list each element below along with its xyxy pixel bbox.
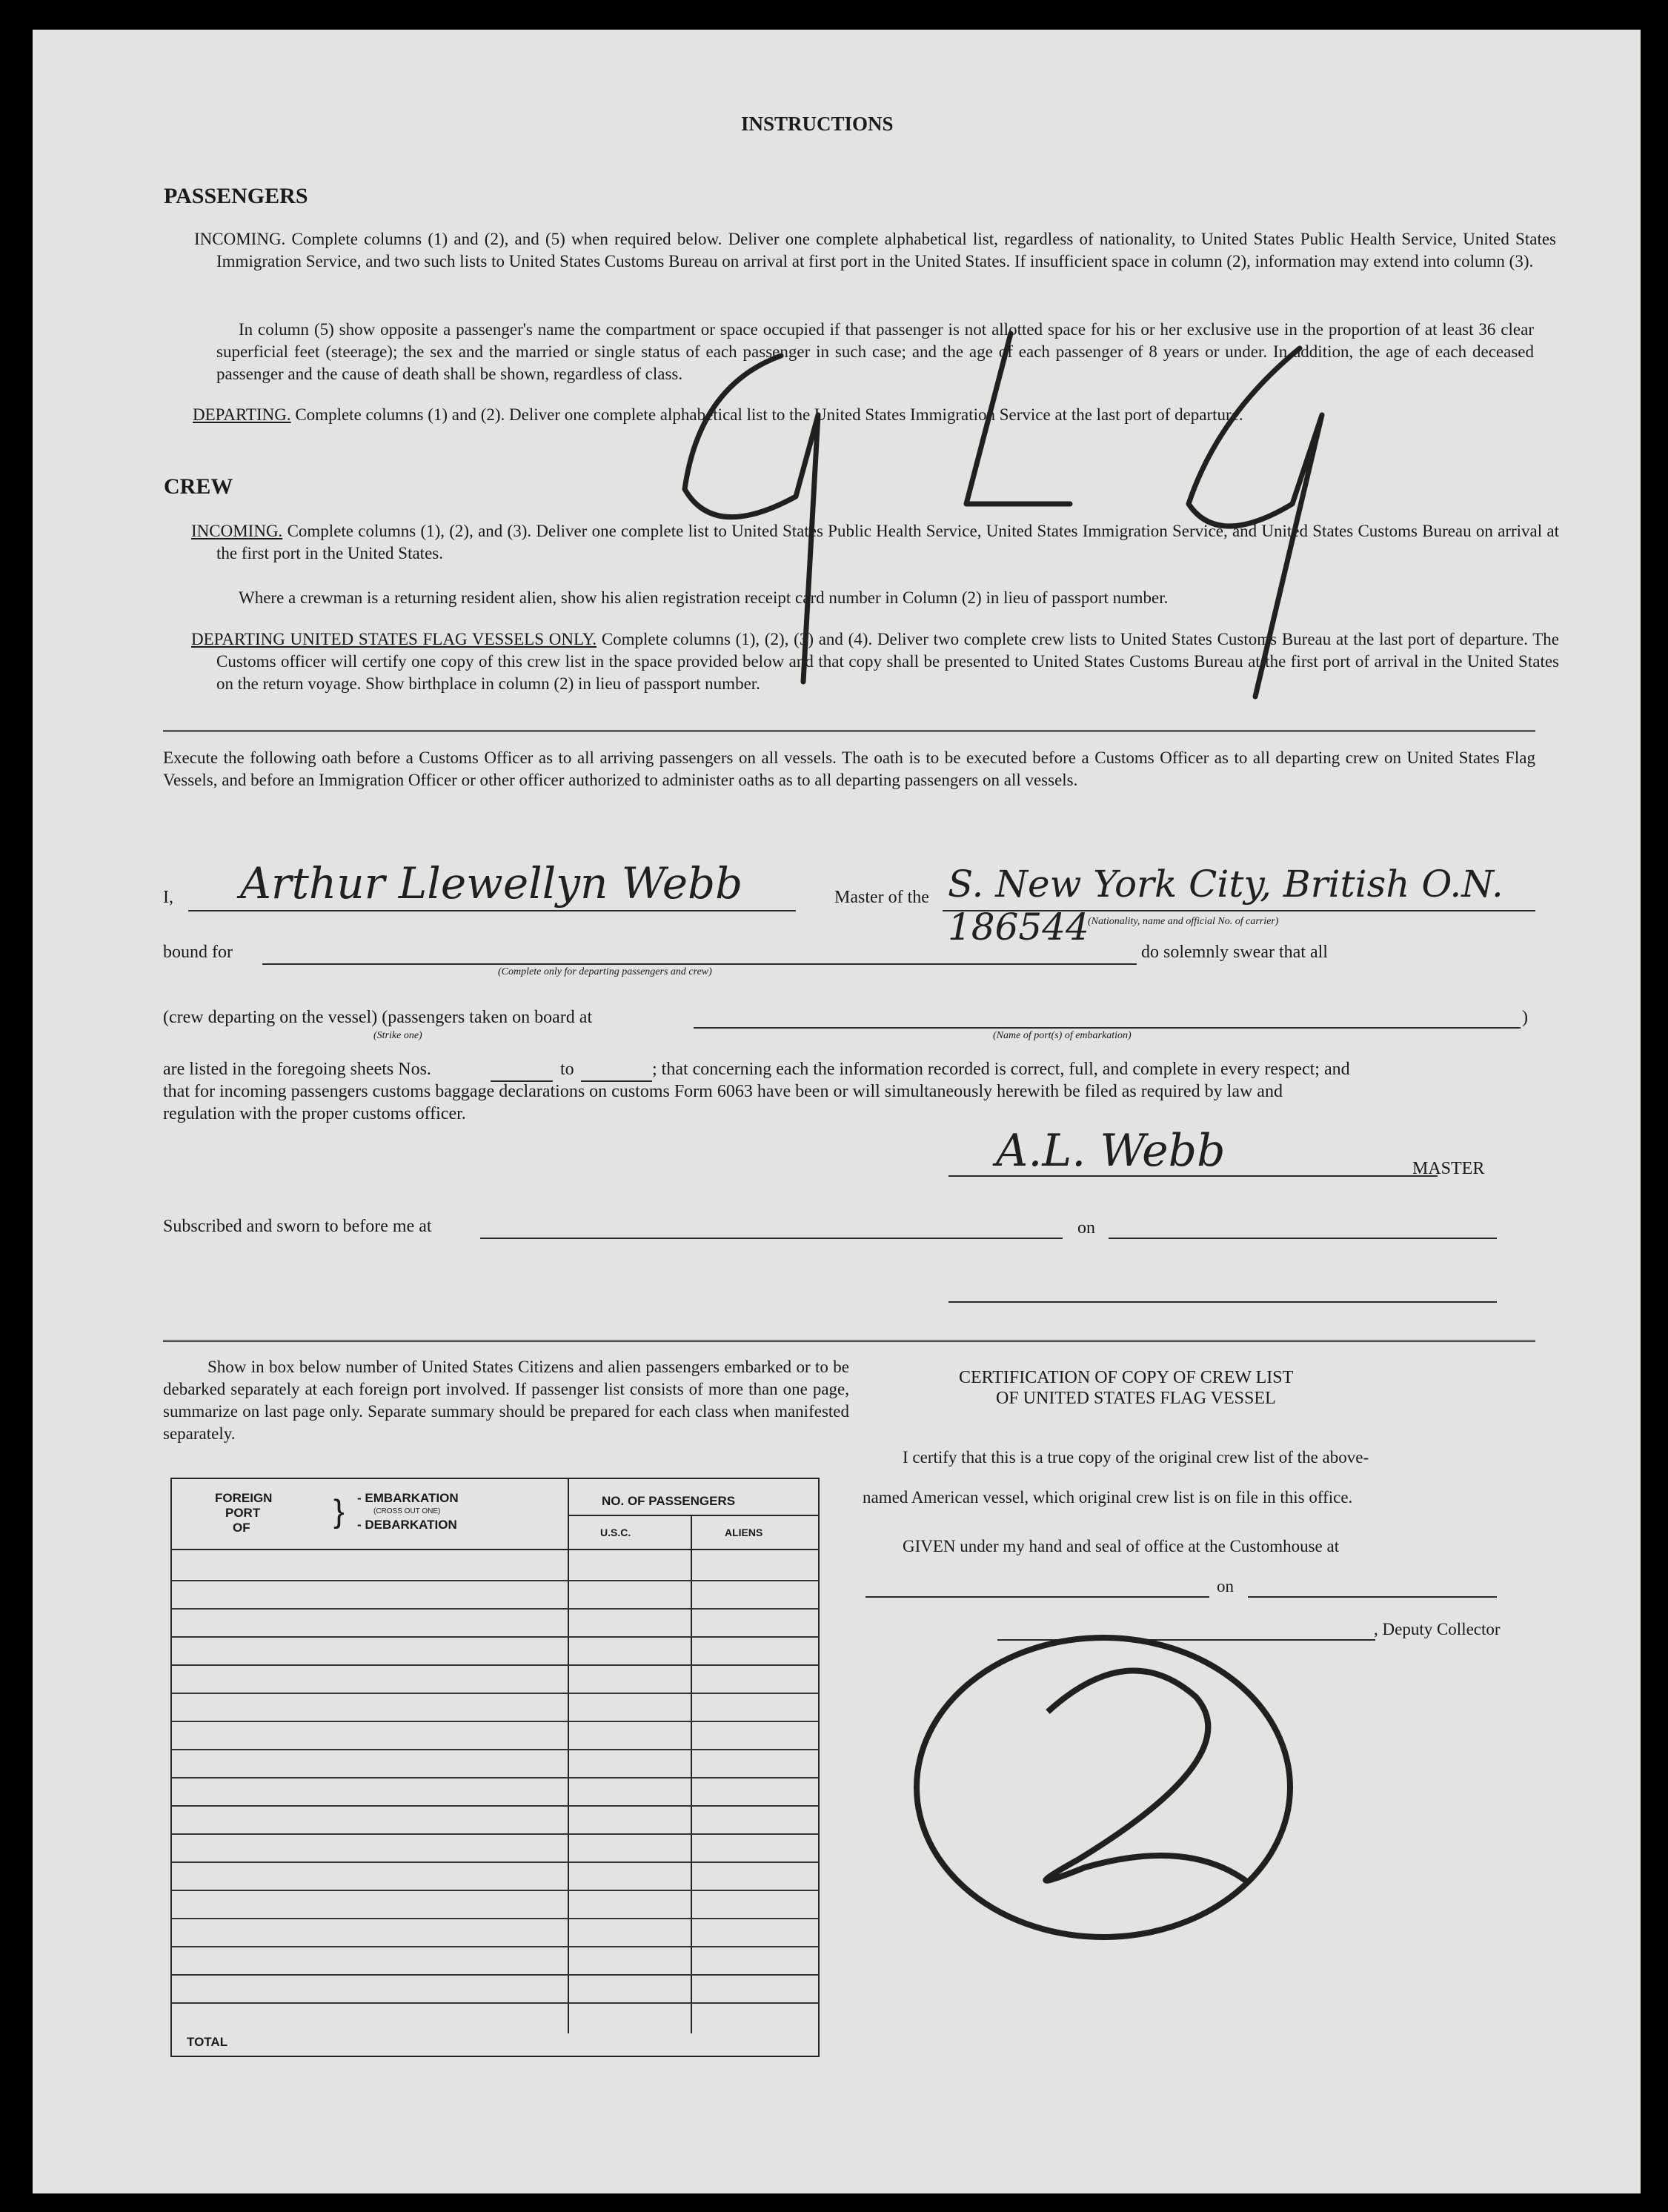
digit-2 [1046, 1670, 1248, 1882]
cert-title-1: CERTIFICATION OF COPY OF CREW LIST [959, 1368, 1294, 1387]
subscribed-on-label: on [1077, 1218, 1095, 1238]
master-label: MASTER [1412, 1159, 1485, 1178]
page-title: INSTRUCTIONS [741, 113, 894, 135]
circled-number-strokes [917, 1638, 1290, 1937]
port-caption: (Name of port(s) of embarkation) [993, 1030, 1132, 1041]
master-name-handwritten: Arthur Llewellyn Webb [240, 858, 743, 909]
passengers-departing-label: DEPARTING. [193, 405, 291, 424]
col-port-1: FOREIGN [215, 1491, 273, 1505]
bound-caption: (Complete only for departing passengers and crew) [498, 966, 712, 977]
bound-for-label: bound for [163, 943, 233, 962]
summary-instructions: Show in box below number of United States Citizens and alien passengers embarked or to be debarked separately at each foreign port involved. If passenger list consists of more than one page, summarize on last page only. Separate summary should be prepared for each class when manifested separately. [163, 1358, 849, 1443]
listed-text-3: that for incoming passengers customs baggage declarations on customs Form 6063 have been or will simultaneously herewith be filed as required by law and [163, 1082, 1283, 1101]
big-number-474-strokes [685, 333, 1322, 697]
digit-7 [966, 333, 1070, 504]
passengers-departing-text: Complete columns (1) and (2). Deliver one complete alphabetical list to the United States Immigration Service at the last port of departure. [295, 405, 1243, 424]
close-paren: ) [1522, 1008, 1528, 1027]
passengers-heading: PASSENGERS [164, 184, 308, 208]
subscribed-label: Subscribed and sworn to before me at [163, 1217, 432, 1236]
swear-text: do solemnly swear that all [1141, 943, 1328, 962]
col-port-2: PORT [225, 1506, 261, 1520]
digit-4-first [685, 356, 818, 682]
col-aliens: ALIENS [725, 1527, 763, 1538]
master-signature: A.L. Webb [996, 1125, 1226, 1177]
crew-heading: CREW [164, 474, 233, 499]
cert-on-label: on [1217, 1577, 1234, 1595]
master-of-label: Master of the [834, 888, 929, 907]
brace: } [333, 1493, 345, 1530]
strike-one-caption: (Strike one) [373, 1030, 422, 1041]
listed-text-4: regulation with the proper customs officer. [163, 1104, 466, 1123]
digit-4-second [1189, 348, 1322, 697]
document-page [33, 30, 1641, 2193]
listed-text-2: ; that concerning each the information recorded is correct, full, and complete in every respect; and [652, 1060, 1350, 1079]
col-debarkation: - DEBARKATION [357, 1518, 457, 1532]
cert-line-2: named American vessel, which original crew list is on file in this office. [863, 1488, 1353, 1507]
cert-line-1: I certify that this is a true copy of the original crew list of the above- [903, 1448, 1369, 1467]
listed-to: to [560, 1060, 574, 1079]
crew-incoming-label: INCOMING. [191, 522, 283, 540]
oath-i-label: I, [163, 888, 173, 907]
cert-title-2: OF UNITED STATES FLAG VESSEL [996, 1389, 1276, 1408]
circle [917, 1638, 1290, 1937]
listed-text-1: are listed in the foregoing sheets Nos. [163, 1060, 431, 1079]
passengers-incoming-text: Complete columns (1) and (2), and (5) when required below. Deliver one complete alphabetical list, regardless of nationality, to United States Public Health Service, United States Immigration Service, and two such lists to United States Customs Bureau on arrival at first port in the United States. If insufficient space in column (2), information may extend into column (3). [216, 230, 1556, 270]
total-label: TOTAL [187, 2035, 228, 2049]
passengers-incoming-label: INCOMING. [194, 230, 286, 248]
col-no-passengers: NO. OF PASSENGERS [602, 1494, 736, 1508]
oath-intro: Execute the following oath before a Customs Officer as to all arriving passengers on all vessels. The oath is to be executed before a Customs Officer as to all departing crew on United States Flag Vessels, and before an Immigration Officer or other officer authorized to administer oaths as to all departing passengers on all vessels. [163, 748, 1535, 789]
crew-departing-text: Complete columns (1), (2), (3) and (4). Deliver two complete crew lists to United States Customs Bureau at the last port of departure. The Customs officer will certify one copy of this crew list in the space provided below and that copy shall be presented to United States Customs Bureau at the first port of arrival in the United States on the return voyage. Show birthplace in column (2) in lieu of passport number. [216, 630, 1560, 693]
col-port-3: OF [233, 1521, 250, 1535]
col-embarkation: - EMBARKATION [357, 1491, 459, 1505]
handwritten-marks [33, 30, 1641, 2193]
crew-departing-oath: (crew departing on the vessel) (passengers taken on board at [163, 1008, 593, 1027]
crew-departing-label: DEPARTING UNITED STATES FLAG VESSELS ONLY. [191, 630, 597, 648]
crew-resident: Where a crewman is a returning resident alien, show his alien registration receipt card number in Column (2) in lieu of passport number. [239, 588, 1169, 607]
vessel-handwritten: S. New York City, British O.N. 186544 [948, 863, 1503, 949]
cert-line-3: GIVEN under my hand and seal of office at the Customhouse at [903, 1537, 1340, 1555]
deputy-label: , Deputy Collector [1374, 1620, 1501, 1638]
vessel-caption: (Nationality, name and official No. of carrier) [1088, 916, 1279, 927]
passengers-column5: In column (5) show opposite a passenger's name the compartment or space occupied if that passenger is not allotted space for his or her exclusive use in the proportion of at least 36 clear superficial feet (steerage); the sex and the married or single status of each passenger in such case; and the age of each passenger of 8 years or under. In addition, the age of each deceased passenger and the cause of death shall be shown, regardless of class. [216, 320, 1534, 383]
crew-incoming-text: Complete columns (1), (2), and (3). Deliver one complete list to United States Public Health Service, United States Immigration Service, and United States Customs Bureau on arrival at the first port in the United States. [216, 522, 1560, 562]
col-usc: U.S.C. [600, 1527, 631, 1538]
col-cross-out: (CROSS OUT ONE) [373, 1507, 441, 1515]
